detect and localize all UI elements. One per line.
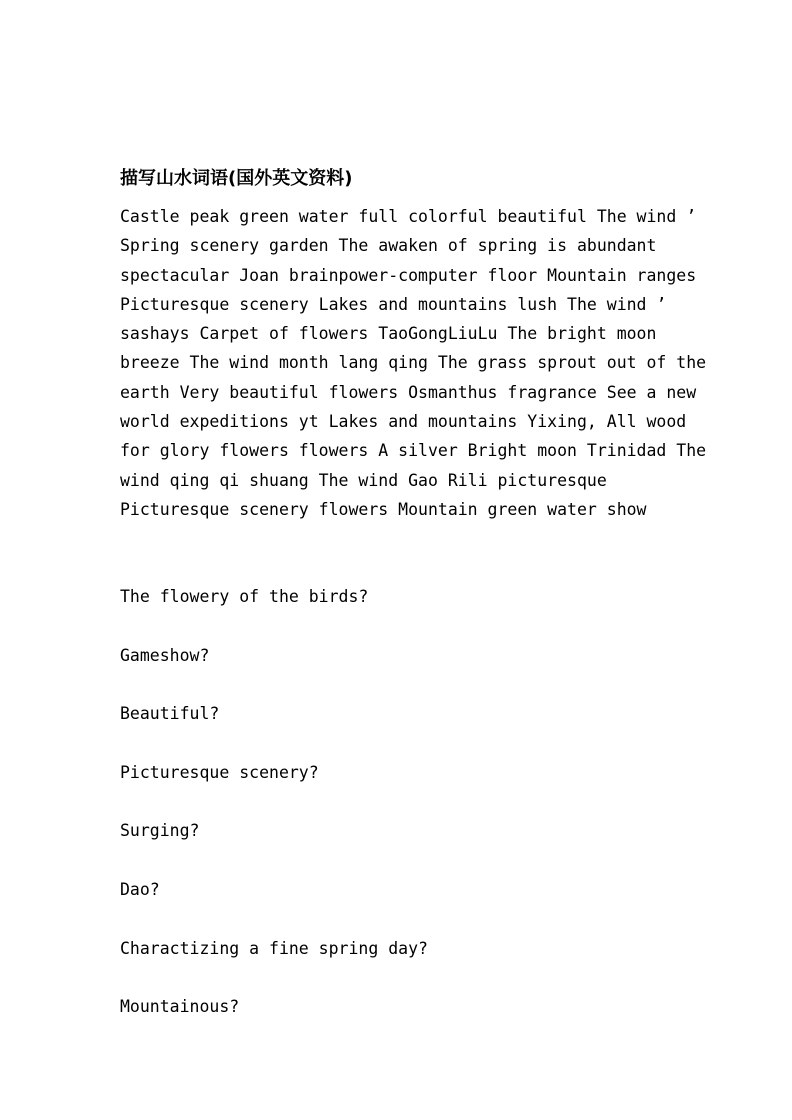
- paragraph-line: Castle peak green water full colorful beautiful The wind ’: [120, 207, 697, 226]
- paragraph-line: Picturesque scenery flowers Mountain green water show: [120, 499, 647, 519]
- paragraph-line: Spring scenery garden The awaken of spring is abundant: [120, 236, 657, 256]
- question-item: Gameshow?: [120, 645, 210, 665]
- question-item: Picturesque scenery?: [120, 762, 319, 782]
- question-item: Dao?: [120, 879, 160, 899]
- question-item: Surging?: [120, 821, 200, 841]
- paragraph-line: world expeditions yt Lakes and mountains Yixing, All wood: [120, 412, 687, 432]
- question-item: Mountainous?: [120, 997, 240, 1017]
- paragraph-line: spectacular Joan brainpower-computer floor Mountain ranges: [120, 265, 697, 285]
- body-paragraph: [120, 202, 707, 524]
- document-title: 描写山水词语(国外英文资料): [120, 168, 353, 189]
- question-item: Charactizing a fine spring day?: [120, 938, 428, 958]
- paragraph-line: earth Very beautiful flowers Osmanthus fragrance See a new: [120, 382, 697, 402]
- paragraph-line: sashays Carpet of flowers TaoGongLiuLu The bright moon: [120, 324, 657, 344]
- paragraph-line: Picturesque scenery Lakes and mountains lush The wind ’: [120, 294, 667, 314]
- question-item: The flowery of the birds?: [120, 587, 369, 606]
- question-list: [120, 582, 428, 1051]
- paragraph-line: for glory flowers flowers A silver Bright moon Trinidad The: [120, 441, 707, 461]
- paragraph-line: wind qing qi shuang The wind Gao Rili picturesque: [120, 470, 607, 490]
- question-item: Beautiful?: [120, 704, 220, 724]
- paragraph-line: breeze The wind month lang qing The grass sprout out of the: [120, 353, 707, 373]
